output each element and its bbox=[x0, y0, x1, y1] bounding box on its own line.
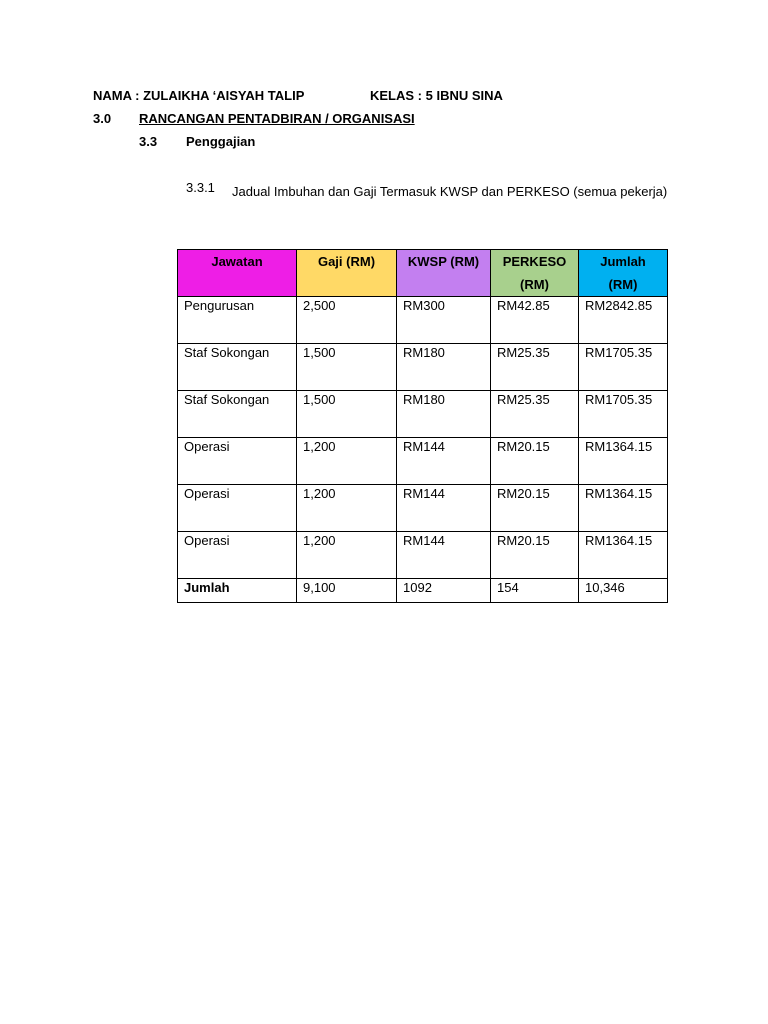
cell-perkeso: RM25.35 bbox=[491, 391, 579, 438]
subsection-title: Penggajian bbox=[186, 134, 256, 149]
cell-gaji: 1,500 bbox=[297, 344, 397, 391]
cell-gaji: 1,200 bbox=[297, 532, 397, 579]
header-cell-gaji bbox=[297, 250, 397, 297]
header-cell-jawatan bbox=[178, 250, 297, 297]
total-gaji: 9,100 bbox=[297, 579, 397, 603]
cell-kwsp: RM144 bbox=[397, 438, 491, 485]
cell-kwsp: RM180 bbox=[397, 344, 491, 391]
header-label: PERKESO bbox=[502, 254, 567, 269]
total-kwsp: 1092 bbox=[397, 579, 491, 603]
table-total-row bbox=[178, 579, 668, 603]
header-label-unit: (RM) bbox=[520, 277, 549, 292]
total-label: Jumlah bbox=[178, 579, 297, 603]
section-number: 3.0 bbox=[93, 111, 112, 126]
header-label-unit: (RM) bbox=[608, 277, 638, 292]
header-cell-jumlah bbox=[579, 250, 668, 297]
cell-jawatan: Staf Sokongan bbox=[178, 344, 297, 391]
cell-kwsp: RM144 bbox=[397, 532, 491, 579]
cell-kwsp: RM144 bbox=[397, 485, 491, 532]
header-label: Gaji (RM) bbox=[317, 254, 376, 269]
cell-kwsp: RM180 bbox=[397, 391, 491, 438]
salary-table bbox=[177, 249, 668, 603]
cell-gaji: 1,500 bbox=[297, 391, 397, 438]
cell-jumlah: RM1705.35 bbox=[579, 391, 668, 438]
header-label: KWSP (RM) bbox=[407, 254, 480, 269]
student-info-line bbox=[93, 88, 503, 103]
cell-jawatan: Operasi bbox=[178, 532, 297, 579]
cell-jawatan: Pengurusan bbox=[178, 297, 297, 344]
total-jumlah: 10,346 bbox=[579, 579, 668, 603]
cell-jawatan: Operasi bbox=[178, 485, 297, 532]
header-cell-perkeso bbox=[491, 250, 579, 297]
cell-jumlah: RM1364.15 bbox=[579, 485, 668, 532]
table-row bbox=[178, 391, 668, 438]
item-text: Jadual Imbuhan dan Gaji Termasuk KWSP dan PERKESO (semua pekerja) bbox=[232, 184, 668, 199]
student-name: NAMA : ZULAIKHA ‘AISYAH TALIP bbox=[93, 88, 305, 103]
cell-jumlah: RM1364.15 bbox=[579, 438, 668, 485]
cell-kwsp: RM300 bbox=[397, 297, 491, 344]
section-title: RANCANGAN PENTADBIRAN / ORGANISASI bbox=[139, 111, 415, 126]
cell-perkeso: RM20.15 bbox=[491, 485, 579, 532]
subsection-number: 3.3 bbox=[139, 134, 158, 149]
table-row bbox=[178, 485, 668, 532]
cell-jumlah: RM2842.85 bbox=[579, 297, 668, 344]
cell-jumlah: RM1364.15 bbox=[579, 532, 668, 579]
total-perkeso: 154 bbox=[491, 579, 579, 603]
header-label: Jumlah bbox=[600, 254, 646, 269]
cell-perkeso: RM20.15 bbox=[491, 532, 579, 579]
cell-jumlah: RM1705.35 bbox=[579, 344, 668, 391]
cell-gaji: 1,200 bbox=[297, 485, 397, 532]
cell-jawatan: Staf Sokongan bbox=[178, 391, 297, 438]
cell-perkeso: RM25.35 bbox=[491, 344, 579, 391]
cell-jawatan: Operasi bbox=[178, 438, 297, 485]
table-row bbox=[178, 297, 668, 344]
header-label: Jawatan bbox=[211, 254, 263, 269]
cell-perkeso: RM20.15 bbox=[491, 438, 579, 485]
item-number: 3.3.1 bbox=[186, 180, 215, 195]
table-row bbox=[178, 438, 668, 485]
cell-perkeso: RM42.85 bbox=[491, 297, 579, 344]
student-class: KELAS : 5 IBNU SINA bbox=[370, 88, 503, 103]
cell-gaji: 2,500 bbox=[297, 297, 397, 344]
table-row bbox=[178, 532, 668, 579]
table-header-row bbox=[178, 250, 668, 297]
table-row bbox=[178, 344, 668, 391]
cell-gaji: 1,200 bbox=[297, 438, 397, 485]
header-cell-kwsp bbox=[397, 250, 491, 297]
